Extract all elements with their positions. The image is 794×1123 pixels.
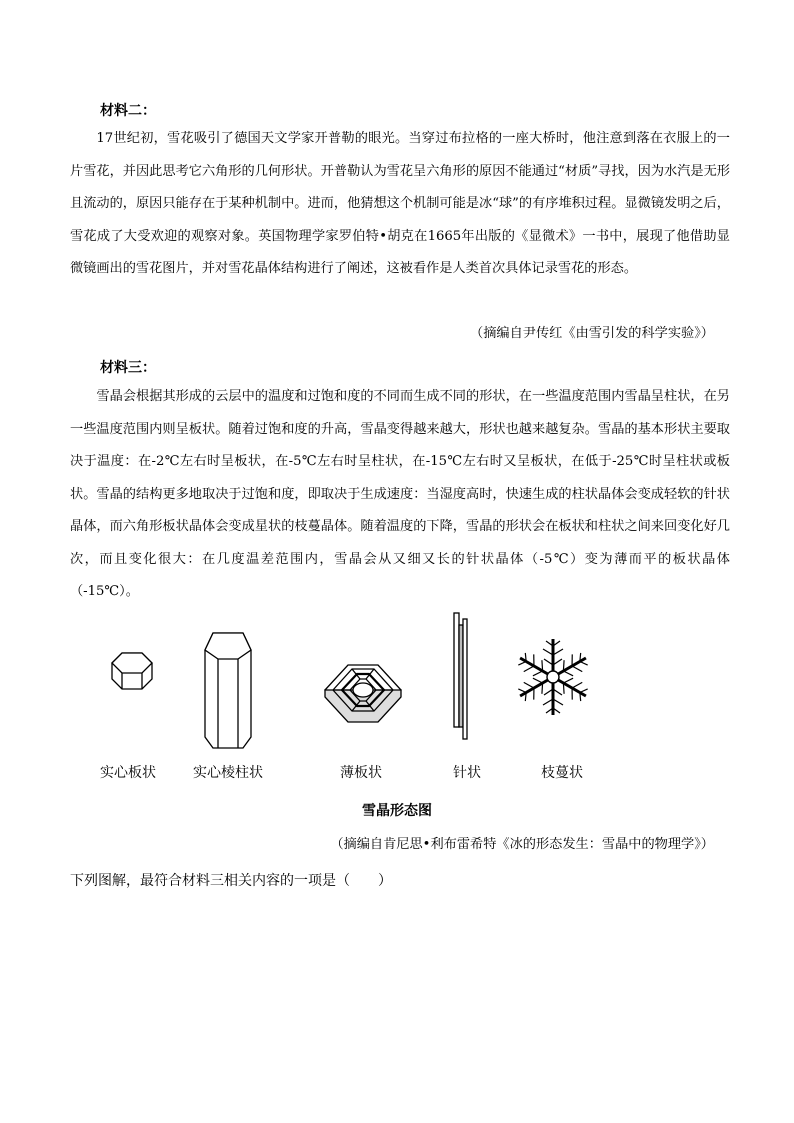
question-text: 下列图解，最符合材料三相关内容的一项是（ ）	[70, 873, 392, 889]
material-3-heading: 材料三：	[100, 360, 156, 376]
caption-needle: 针状	[453, 765, 481, 781]
material-2-paragraph: 17世纪初，雪花吸引了德国天文学家开普勒的眼光。当穿过布拉格的一座大桥时，他注意到落在衣服上的一片雪花，并因此思考它六角形的几何形状。开普勒认为雪花呈六角形的原因不能通过“材质”寻找，因为水汽是无形且流动的，原因只能存在于某种机制中。进而，他猜想这个机制可能是冰“球”的有序堆积过程。显微镜发明之后，雪花成了大受欢迎的观察对象。英国物理学家罗伯特•胡克在1665年出版的《显微术》一书中，展现了他借助显微镜画出的雪花图片，并对雪花晶体结构进行了阐述，这被看作是人类首次具体记录雪花的形态。	[70, 131, 730, 276]
material-3-paragraph: 雪晶会根据其形成的云层中的温度和过饱和度的不同而生成不同的形状，在一些温度范围内雪晶呈柱状，在另一些温度范围内则呈板状。随着过饱和度的升高，雪晶变得越来越大，形状也越来越复杂。雪晶的基本形状主要取决于温度：在-2℃左右时呈板状，在-5℃左右时呈柱状，在-15℃左右时又呈板状，在低于-25℃时呈柱状或板状。雪晶的结构更多地取决于过饱和度，即取决于生成速度：当湿度高时，快速生成的柱状晶体会变成轻软的针状晶体，而六角形板状晶体会变成星状的枝蔓晶体。随着温度的下降，雪晶的形状会在板状和柱状之间来回变化好几次，而且变化很大：在几度温差范围内，雪晶会从又细又长的针状晶体（-5℃）变为薄而平的板状晶体（-15℃）。	[70, 389, 730, 599]
material-2-source: （摘编自尹传红《由雪引发的科学实验》）	[470, 326, 714, 341]
thin-plate-crystal	[325, 665, 401, 722]
dendrite-crystal	[515, 639, 591, 715]
caption-solid-prism: 实心棱柱状	[193, 765, 263, 781]
solid-prism-crystal	[205, 633, 251, 748]
caption-thin-plate: 薄板状	[340, 765, 382, 781]
solid-plate-crystal	[112, 653, 152, 689]
caption-dendrite: 枝蔓状	[541, 765, 583, 781]
material-3-source: （摘编自肯尼思•利布雷希特《冰的形态发生：雪晶中的物理学》）	[330, 837, 714, 852]
needle-crystal	[454, 613, 467, 739]
snow-crystal-figure	[80, 605, 720, 755]
caption-solid-plate: 实心板状	[100, 765, 156, 781]
material-2-heading: 材料二：	[100, 103, 156, 119]
figure-title: 雪晶形态图	[362, 803, 432, 819]
